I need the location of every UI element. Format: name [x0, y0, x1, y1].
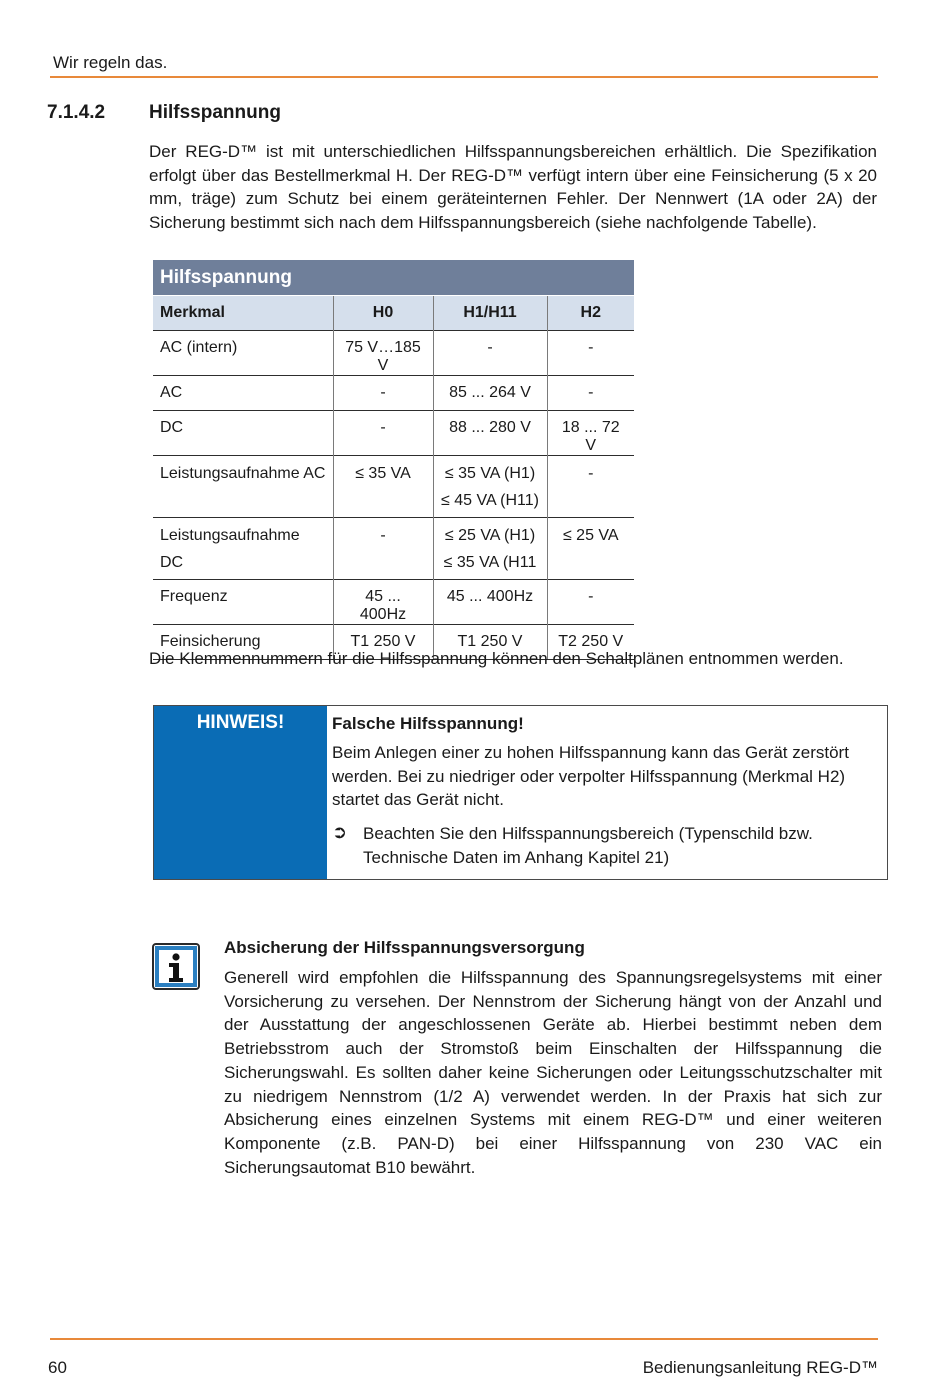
page-number: 60	[48, 1358, 67, 1377]
info-icon	[152, 943, 200, 990]
table-cell: AC (intern)	[153, 331, 333, 376]
table-cell: -	[433, 331, 547, 376]
table-row	[153, 331, 634, 376]
cell-line: ≤ 35 VA (H1)	[444, 465, 536, 482]
table-cell: 75 V…185 V	[333, 331, 433, 376]
col-header-h2: H2	[547, 296, 634, 331]
table-row	[153, 518, 634, 580]
spec-table	[153, 260, 634, 660]
table-cell: -	[547, 331, 634, 376]
table-cell: 45 ... 400Hz	[333, 580, 433, 625]
col-header-merkmal: Merkmal	[153, 296, 333, 331]
col-header-h1-h11: H1/H11	[433, 296, 547, 331]
notice-label-panel	[154, 706, 327, 879]
table-cell: -	[333, 518, 433, 580]
cell-line: ≤ 35 VA (H11	[443, 554, 537, 571]
table-cell: -	[547, 456, 634, 518]
info-body: Generell wird empfohlen die Hilfsspannung des Spannungsregelsystems mit einer Vorsicherung zu versehen. Der Nennstrom der Sicherung hängt von der Anzahl und der Ausstattung der angeschlossenen Geräte ab. Hierbei bestimmt neben dem Betriebsstrom auch der Stromstoß beim Einschalten der Hilfsspannung die Sicherungswahl. Es sollten daher keine Sicherungen oder Leitungsschutzschalter mit zu niedrigem Nennstrom (1/2 A) verwendet werden. In der Praxis hat sich zur Absicherung eines einzelnen Systems mit einem REG-D™ und einer weiteren Komponente (z.B. PAN-D) bei einer Hilfsspannung von 230 VAC ein Sicherungsautomat B10 bewährt.	[224, 968, 882, 1177]
table-cell: ≤ 25 VA	[547, 518, 634, 580]
table-cell: 45 ... 400Hz	[433, 580, 547, 625]
table-row	[153, 456, 634, 518]
cell-line: ≤ 45 VA (H11)	[440, 492, 539, 509]
section-number: 7.1.4.2	[47, 102, 106, 123]
table-cell: 88 ... 280 V	[433, 411, 547, 456]
info-title: Absicherung der Hilfsspannungsversorgung	[224, 938, 585, 957]
table-cell: AC	[153, 376, 333, 411]
section-title: Hilfsspannung	[149, 102, 281, 123]
notice-title: Falsche Hilfsspannung!	[332, 714, 524, 733]
notice-label: HINWEIS!	[196, 712, 285, 733]
table-cell	[433, 518, 547, 580]
after-table-paragraph: Die Klemmennummern für die Hilfsspannung können den Schaltplänen entnommen werden.	[149, 649, 844, 668]
table-row	[153, 411, 634, 456]
running-header: Wir regeln das.	[53, 53, 168, 72]
cell-line: ≤ 25 VA (H1)	[444, 527, 536, 544]
table-cell: 85 ... 264 V	[433, 376, 547, 411]
notice-action: Beachten Sie den Hilfsspannungsbereich (Typenschild bzw. Technische Daten im Anhang Kapitel 21)	[363, 824, 813, 867]
table-cell: -	[333, 376, 433, 411]
table-cell: DC	[153, 411, 333, 456]
footer-rule	[50, 1338, 878, 1340]
table-cell: Frequenz	[153, 580, 333, 625]
table-caption: Hilfsspannung	[153, 260, 634, 296]
table-cell	[433, 456, 547, 518]
notice-box	[153, 705, 888, 880]
table-cell: T1 250 V	[433, 625, 547, 660]
table-cell: -	[333, 411, 433, 456]
table-cell: T1 250 V	[333, 625, 433, 660]
notice-body: Beim Anlegen einer zu hohen Hilfsspannung kann das Gerät zerstört werden. Bei zu niedriger oder verpolter Hilfsspannung (Merkmal H2) startet das Gerät nicht.	[332, 743, 849, 809]
table-cell: Leistungsaufnahme AC	[153, 456, 333, 518]
table-cell: 18 ... 72 V	[547, 411, 634, 456]
footer-title: Bedienungsanleitung REG-D™	[642, 1358, 878, 1377]
table-row	[153, 580, 634, 625]
table-cell: ≤ 35 VA	[333, 456, 433, 518]
col-header-h0: H0	[333, 296, 433, 331]
table-cell: Feinsicherung	[153, 625, 333, 660]
table-cell: -	[547, 376, 634, 411]
arrow-bullet-icon: ➲	[332, 822, 348, 842]
table-row	[153, 376, 634, 411]
header-rule	[50, 76, 878, 78]
table-cell: Leistungsaufnahme DC	[153, 518, 333, 580]
table-cell: -	[547, 580, 634, 625]
table-cell: T2 250 V	[547, 625, 634, 660]
intro-paragraph: Der REG-D™ ist mit unterschiedlichen Hilfsspannungsbereichen erhältlich. Die Spezifikation erfolgt über das Bestellmerkmal H. Der REG-D™ verfügt intern über eine Feinsicherung (5 x 20 mm, träge) zum Schutz bei einem geräteinternen Fehler. Der Nennwert (1A oder 2A) der Sicherung bestimmt sich nach dem Hilfsspannungsbereich (siehe nachfolgende Tabelle).	[149, 142, 877, 232]
